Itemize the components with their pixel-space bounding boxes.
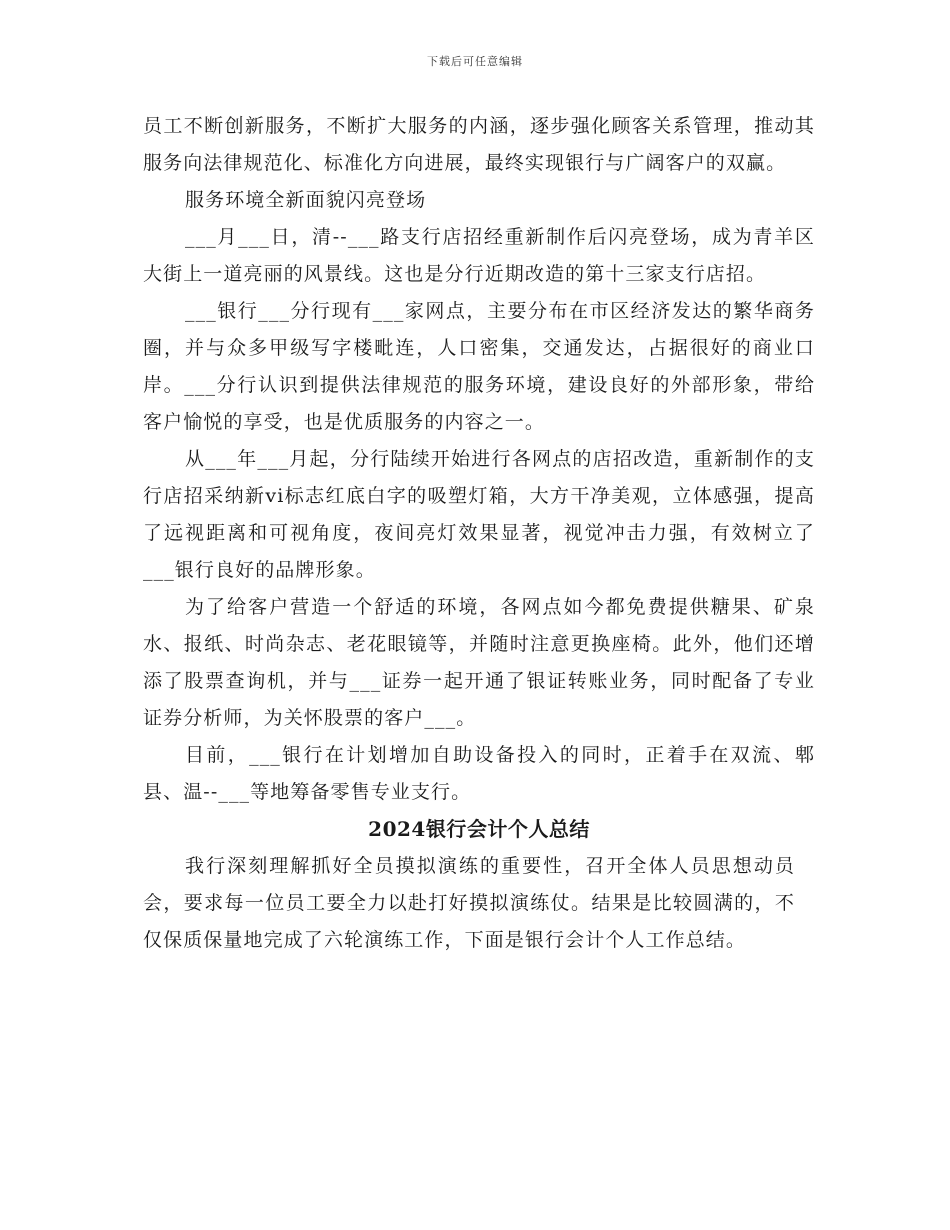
document-body xyxy=(143,108,815,959)
paragraph-future-plans: 目前，___银行在计划增加自助设备投入的同时，正着手在双流、郫县、温--___等地筹备零售专业支行。 xyxy=(143,744,815,803)
paragraph-intro-continuation: 员工不断创新服务，不断扩大服务的内涵，逐步强化顾客关系管理，推动其服务向法律规范化、标准化方向进展，最终实现银行与广阔客户的双赢。 xyxy=(143,115,815,174)
page-header: 下载后可任意编辑 xyxy=(427,55,523,68)
paragraph-summary-intro: 我行深刻理解抓好全员摸拟演练的重要性，召开全体人员思想动员会，要求每一位员工要全力以赴打好摸拟演练仗。结果是比较圆满的，不仅保质保量地完成了六轮演练工作，下面是银行会计个人工作总结。 xyxy=(143,855,795,951)
paragraph-customer-amenities: 为了给客户营造一个舒适的环境，各网点如今都免费提供糖果、矿泉水、报纸、时尚杂志、老花眼镜等，并随时注意更换座椅。此外，他们还增添了股票查询机，并与___证券一起开通了银证转账业务，同时配备了专业证券分析师，为关怀股票的客户___。 xyxy=(143,596,815,729)
paragraph-signboard-debut: ___月___日，清--___路支行店招经重新制作后闪亮登场，成为青羊区大街上一道亮丽的风景线。这也是分行近期改造的第十三家支行店招。 xyxy=(143,226,815,285)
paragraph-branch-network: ___银行___分行现有___家网点，主要分布在市区经济发达的繁华商务圈，并与众多甲级写字楼毗连，人口密集，交通发达，占据很好的商业口岸。___分行认识到提供法律规范的服务环境，建设良好的外部形象，带给客户愉悦的享受，也是优质服务的内容之一。 xyxy=(143,300,815,433)
paragraph-signboard-renovation: 从___年___月起，分行陆续开始进行各网点的店招改造，重新制作的支行店招采纳新vi标志红底白字的吸塑灯箱，大方干净美观，立体感强，提高了远视距离和可视角度，夜间亮灯效果显著，视觉冲击力强，有效树立了___银行良好的品牌形象。 xyxy=(143,448,815,581)
paragraph-subheading-service-environment: 服务环境全新面貌闪亮登场 xyxy=(185,189,427,211)
section-title: 2024银行会计个人总结 xyxy=(368,817,590,841)
